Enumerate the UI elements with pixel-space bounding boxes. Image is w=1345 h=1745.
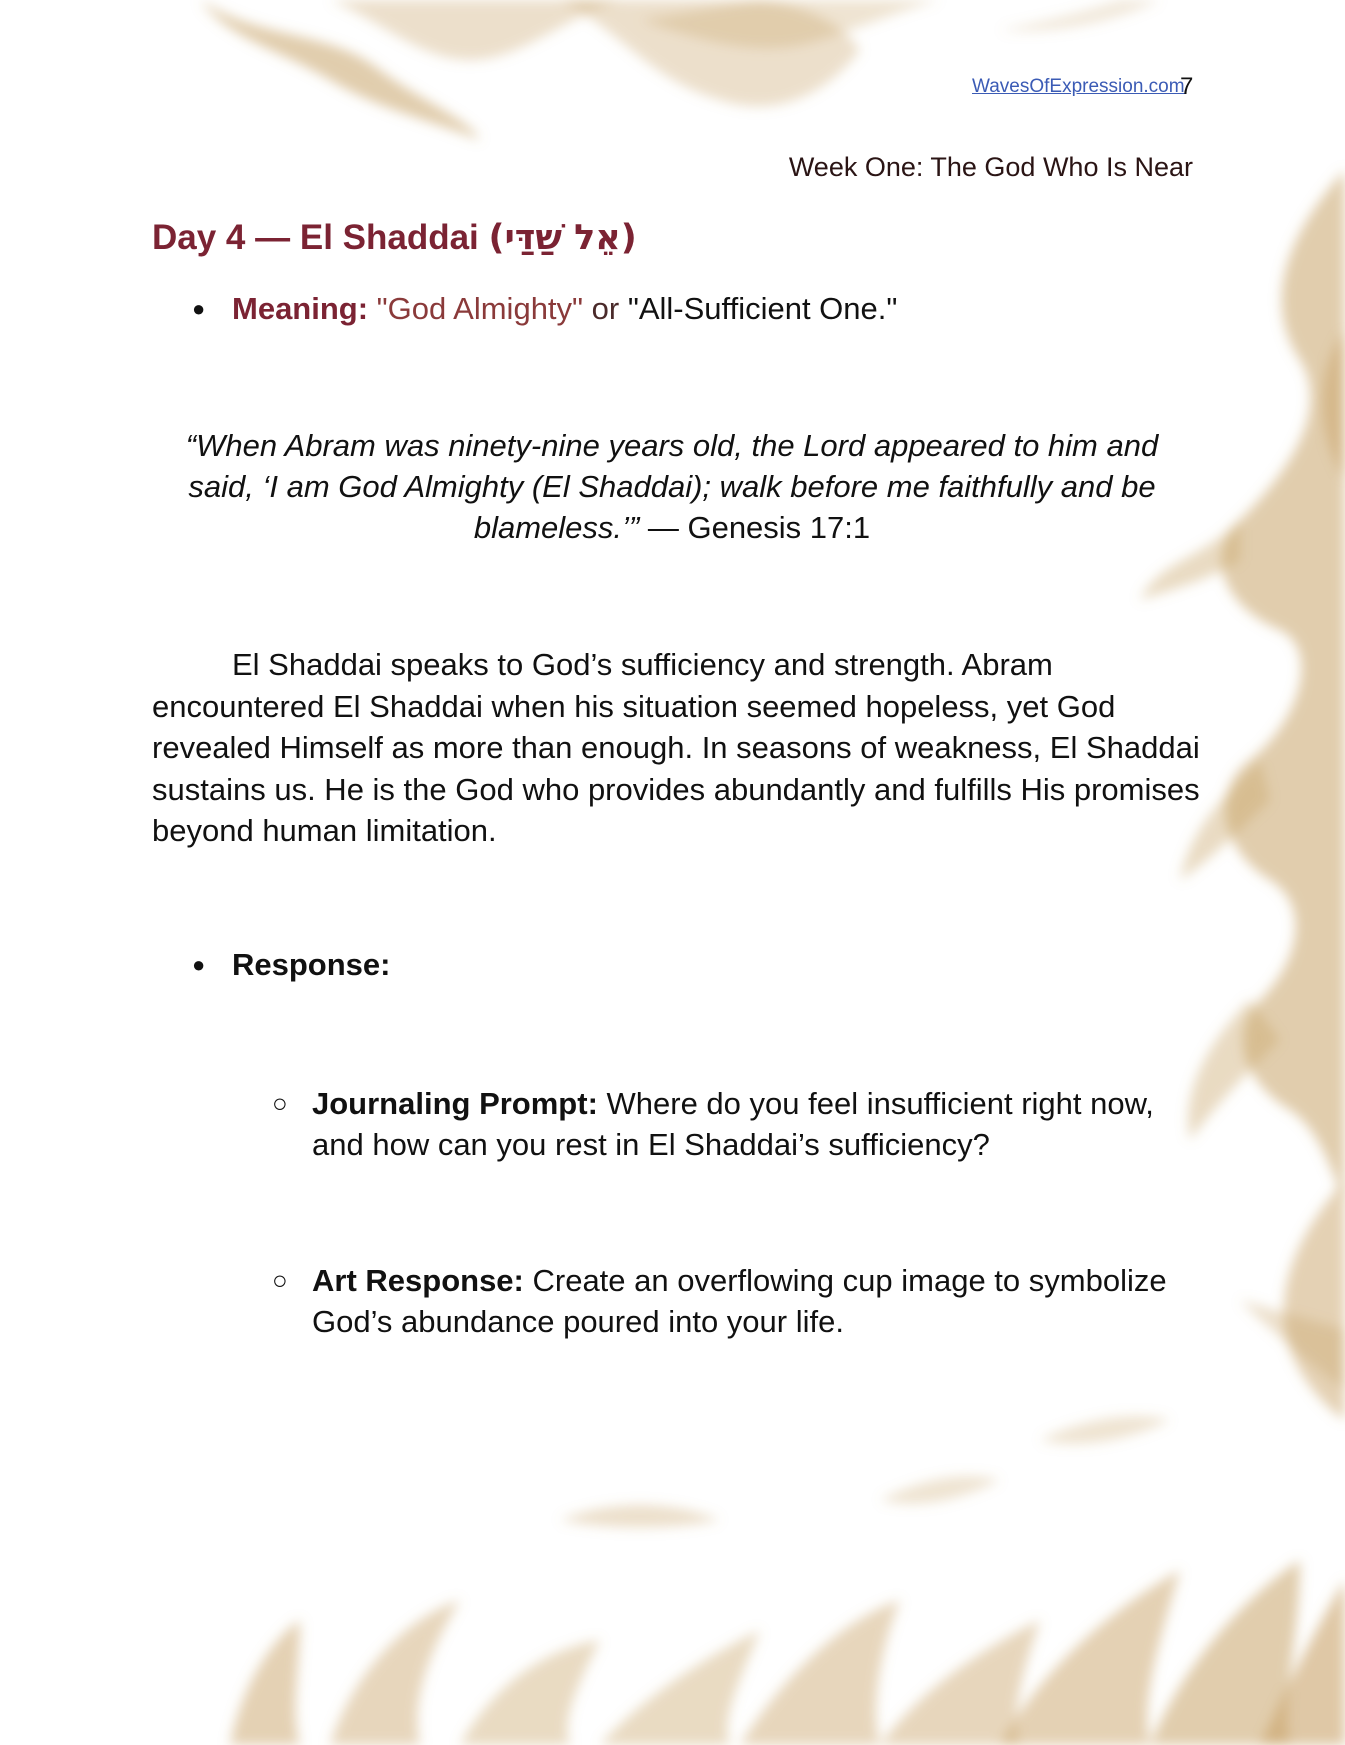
- week-title: Week One: The God Who Is Near: [788, 152, 1193, 182]
- scripture-quote: [152, 425, 1192, 548]
- meaning-quote-1: "God Almighty": [376, 291, 584, 326]
- art-response-text: Create an overflowing cup image to symbolize God’s abundance poured into your life.: [312, 1263, 1167, 1339]
- site-link[interactable]: WavesOfExpression.com: [972, 76, 1185, 97]
- journaling-prompt-text: Where do you feel insufficient right now, and how can you rest in El Shaddai’s sufficiency?: [312, 1086, 1154, 1162]
- art-response-label: Art Response:: [312, 1263, 524, 1298]
- journaling-prompt-item: [272, 1083, 1192, 1165]
- day-title: [152, 218, 637, 258]
- meaning-bullet: [192, 291, 897, 327]
- circle-bullet-icon: ○: [272, 1088, 288, 1118]
- circle-bullet-icon: ○: [272, 1265, 288, 1295]
- scripture-reference: — Genesis 17:1: [639, 510, 871, 545]
- bullet-icon: ●: [192, 296, 206, 321]
- response-label: Response:: [232, 947, 391, 982]
- scripture-verse: “When Abram was ninety-nine years old, the Lord appeared to him and said, ‘I am God Almighty (El Shaddai); walk before me faithfully and be blameless.’”: [185, 428, 1159, 545]
- journaling-prompt-label: Journaling Prompt:: [312, 1086, 598, 1121]
- page-number: 7: [1180, 73, 1194, 100]
- hebrew-name: (אֵל שַׁדַּי): [488, 218, 637, 258]
- art-response-item: [272, 1260, 1192, 1342]
- meaning-label: Meaning:: [232, 291, 377, 326]
- day-title-text: Day 4 — El Shaddai: [152, 218, 489, 257]
- body-paragraph: El Shaddai speaks to God’s sufficiency and strength. Abram encountered El Shaddai when his situation seemed hopeless, yet God revealed Himself as more than enough. In seasons of weakness, El Shaddai sustains us. He is the God who provides abundantly and fulfills His promises beyond human limitation.: [152, 647, 1200, 848]
- bullet-icon: ●: [192, 952, 206, 977]
- meaning-quote-2: "All-Sufficient One.": [627, 291, 898, 326]
- meaning-connector: or: [583, 291, 628, 326]
- response-bullet: [192, 947, 390, 983]
